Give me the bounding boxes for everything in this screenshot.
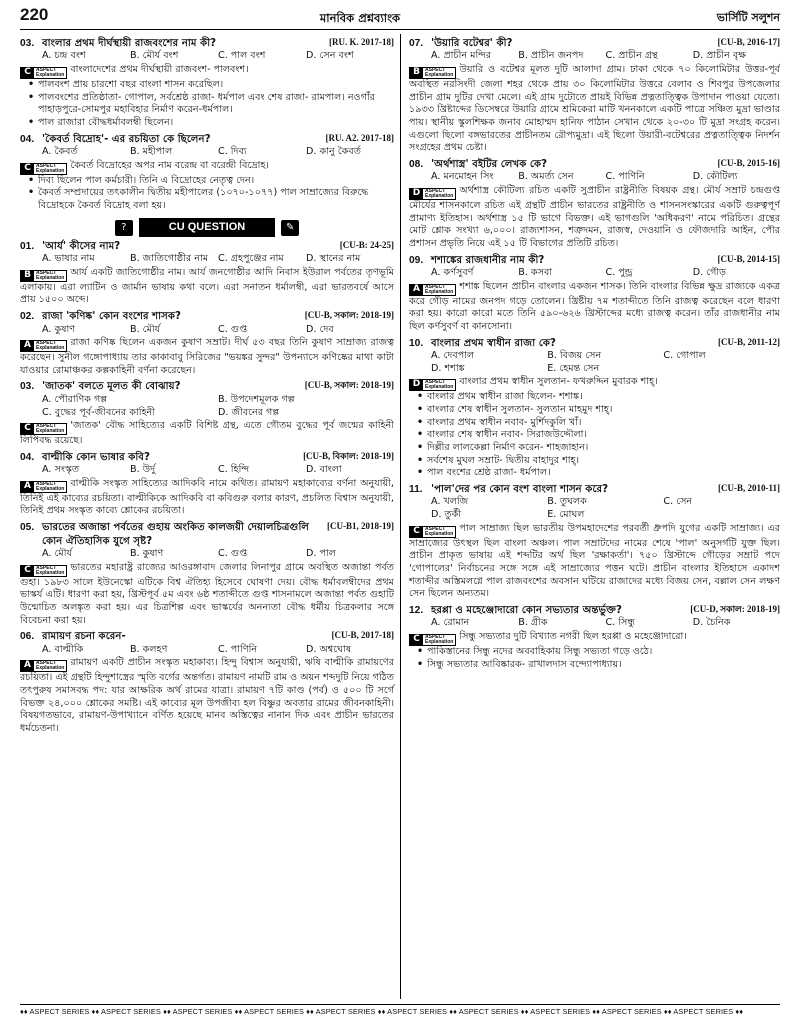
question-text: রামায়ণ রচনা করেন-	[42, 631, 126, 643]
option: C. পুন্ড্র	[605, 267, 633, 279]
section-banner	[20, 219, 394, 237]
option: B. প্রাচীন জনপদ	[518, 50, 584, 62]
badge-word: Explanation	[36, 345, 65, 352]
explanation-text: পাল সাম্রাজ্য ছিল ভারতীয় উপমহাদেশের পরবর্তী ধ্রুপদি যুগের একটি সাম্রাজ্য। এর সাম্রাজ্যের উৎস্থল ছিল বাংলা অঞ্চল। পাল সম্রাটদের নামের শেষে 'পাল' অনুসর্গটি যুক্ত ছিল। প্রাচীন প্রাকৃত ভাষায় এই শব্দটির অর্থ ছিল 'রক্ষাকর্তা'। ৭৫০ খ্রিস্টাব্দে গৌড়ের সম্রাট পদে 'গোপালের' নির্বাচনের সঙ্গে সঙ্গে এই সাম্রাজ্যের পত্তন ঘটে। প্রাচীন বাংলার ইতিহাসে একাদশ শতাব্দীর অস্তিমলগ্নে পাল রাজবংশের অবসান ঘটিয়ে রাজাদের মধ্যে বিজয় সেন, বল্লাল সেন লক্ষণ সেন ছিলেন অন্যতম।	[409, 522, 780, 600]
question-block	[20, 240, 394, 307]
question-text: বাল্মীকি কোন ভাষার কবি?	[42, 451, 150, 463]
option: A. পৌরাণিক গল্প	[42, 393, 108, 405]
question-block	[20, 451, 394, 518]
series-title: ভার্সিটি সলুশন	[716, 11, 780, 25]
answer-letter: C	[21, 424, 34, 434]
question-header	[409, 37, 780, 50]
option: C. দিব্য	[218, 146, 247, 158]
answer-letter: A	[21, 482, 34, 492]
options-row	[409, 496, 780, 521]
option: B. তুঘলক	[547, 496, 587, 508]
question-block	[409, 37, 780, 155]
book-title: মানবিক প্রশ্নব্যাংক	[319, 10, 401, 25]
footer-band: ♦♦ ASPECT SERIES ♦♦ ASPECT SERIES ♦♦ ASPECT SERIES ♦♦ ASPECT SERIES ♦♦ ASPECT SERIES ♦♦ ASPECT SERIES ♦♦ ASPECT SERIES ♦♦ ASPECT SERIES ♦♦ ASPECT SERIES ♦♦ ASPECT SERIES ♦♦	[20, 1004, 780, 1017]
option: C. সেন	[663, 496, 693, 508]
badge-word: ASPECT	[425, 525, 446, 532]
question-icon: ?	[115, 220, 133, 236]
question-reference: [CU-B, 2011-12]	[718, 336, 780, 347]
option: A. কর্ণসুবর্ণ	[431, 267, 474, 279]
question-number: 03.	[20, 38, 35, 49]
answer-badge	[20, 163, 67, 175]
option: D. কানু কৈবর্ত	[306, 146, 361, 158]
content-columns	[20, 34, 780, 999]
option: D. প্রাচীন বৃক্ষ	[692, 50, 746, 62]
options-row	[409, 617, 780, 630]
option: A. ভাষার নাম	[42, 253, 95, 265]
option: A. বাল্মীকি	[42, 643, 84, 655]
question-reference: [CU-B, 2016-17]	[717, 37, 780, 47]
badge-word: ASPECT	[36, 162, 57, 169]
option: A. সংস্কৃত	[42, 464, 80, 476]
question-number: 11.	[409, 483, 423, 495]
option: C. বুদ্ধের পূর্ব-জীবনের কাহিনী	[42, 406, 155, 418]
question-header	[20, 630, 394, 643]
question-number: 10.	[409, 337, 424, 349]
question-number: 05.	[20, 522, 35, 534]
badge-label	[34, 566, 66, 576]
badge-word: Explanation	[36, 485, 65, 492]
badge-word: Explanation	[36, 167, 65, 174]
options-row	[20, 394, 394, 419]
option: D. পাল	[306, 548, 336, 560]
answer-letter: A	[21, 341, 34, 351]
badge-label	[423, 285, 455, 295]
question-reference: [CU-B, সকাল: 2018-19]	[304, 310, 394, 321]
options-row	[20, 253, 394, 266]
option: D. দেব	[306, 323, 334, 335]
explanation	[409, 523, 780, 601]
options-row	[409, 50, 780, 63]
bullet-item: • বাংলার প্রথম স্বাধীন রাজা ছিলেন- শশাঙ্ক।	[417, 391, 780, 404]
answer-badge	[409, 526, 456, 538]
answer-letter: C	[21, 68, 34, 78]
answer-badge	[20, 423, 67, 435]
question-block	[409, 158, 780, 251]
option: D. বাংলা	[306, 464, 342, 476]
badge-word: ASPECT	[425, 67, 446, 74]
explanation-text: ভারতের মহারাষ্ট্র রাজ্যের আওরঙ্গাবাদ জেলার লিনাপুর গ্রামে অবস্থিত অজান্তা পর্বত গুহা। ১৯৮৩ সালে ইউনেস্কো এটিকে বিশ্ব ঐতিহ্য হিসেবে ঘোষণা দেয়। বৌদ্ধ ধর্মাবলম্বীদের প্রথম ভাস্কর্য এটি। ধারণা করা হয়, খ্রিস্টপূর্ব ৫ম এবং ৬ষ্ঠ শতাব্দীতে গুপ্ত শাসনামলে অজান্তা পর্বত গুহাটি উন্মোচিত অলঙ্কৃত করা হয়। এর চিত্রশিল্প এবং ভাস্কর্যের অনন্যতা বৌদ্ধ ধর্মীয় চিত্রকলার সঙ্গে বিবেচনা করা হয়।	[20, 561, 394, 626]
explanation	[20, 420, 394, 448]
answer-letter: B	[21, 271, 34, 281]
option: D. চৈনিক	[692, 617, 731, 629]
option: C. গোপাল	[663, 350, 706, 362]
bullet-item: • পাল রাজারা বৌদ্ধধর্মাবলম্বী ছিলেন।	[28, 117, 394, 130]
badge-word: ASPECT	[425, 634, 446, 640]
option: A. খলজি	[431, 496, 469, 508]
badge-label	[34, 661, 66, 671]
option: C. হিন্দি	[218, 464, 250, 476]
question-block	[20, 310, 394, 377]
option: A. দেবপাল	[431, 350, 475, 362]
question-number: 03.	[20, 381, 35, 393]
bullet-item: • বাংলার শেষ স্বাধীন নবাব- সিরাজউদ্দৌলা।	[417, 429, 780, 442]
answer-badge	[20, 270, 67, 282]
badge-label	[34, 341, 66, 351]
question-text: ভারতের অজান্তা পর্বতের গুহায় অংকিত কালজয়ী দেয়ালচিত্রগুলি কোন ঐতিহাসিক যুগে সৃষ্ট?	[42, 522, 309, 547]
bullet-item: • দিল্লীর লালকেল্লা নির্মাণ করেন- শাহজাহান।	[417, 442, 780, 455]
badge-label	[423, 68, 455, 78]
badge-word: ASPECT	[425, 379, 446, 386]
question-reference: [CU-B, 2015-16]	[717, 157, 780, 168]
explanation-text: সিন্ধু সভ্যতার দুটি বিখ্যাত নগরী ছিল হরপ্পা ও মহেঞ্জোদারো।	[459, 631, 687, 643]
option: C. গ্রহপুঞ্জের নাম	[218, 253, 284, 265]
explanation	[20, 657, 394, 735]
answer-letter: A	[21, 661, 34, 671]
explanation-text: বাংলাদেশের প্রথম দীর্ঘস্থায়ী রাজবংশ- পালবংশ।	[70, 64, 249, 76]
option: E. হেমন্ত সেন	[547, 362, 600, 374]
question-reference: [CU-B, সকাল: 2018-19]	[304, 380, 394, 391]
question-block	[20, 630, 394, 735]
explanation-text: রাজা কণিষ্ক ছিলেন একজন কুষাণ সম্রাট। দীর্ঘ ৫৩ বছর তিনি কুষাণ সাম্রাজ্য রাজত্ব করেছেন। সুনীল গঙ্গোপাধ্যায় তার কাকাবাবু সিরিজের "ভয়ঙ্কর সুন্দর" উপন্যাসে কণিষ্কের মাথা কাটা যাওয়ার রোমাঞ্চকর কল্পকাহিনী বর্ণনা করেছেন।	[20, 337, 394, 376]
option: D. শশাঙ্ক	[431, 362, 465, 374]
explanation	[20, 562, 394, 628]
option: C. সিন্ধু	[605, 617, 635, 629]
option: A. কুষাণ	[42, 323, 76, 335]
question-reference: [CU-D, সকাল: 2018-19]	[690, 603, 780, 614]
question-header	[20, 521, 394, 548]
answer-badge	[20, 340, 67, 352]
page-number: 220	[20, 4, 49, 24]
answer-letter: C	[410, 635, 423, 645]
question-text: 'পাল'দের পর কোন বংশ বাংলা শাসন করে?	[431, 483, 609, 495]
question-text: রাজা 'কণিষ্ক' কোন বংশের শাসক?	[42, 311, 181, 323]
options-row	[409, 350, 780, 375]
badge-word: ASPECT	[425, 283, 446, 290]
options-row	[20, 50, 394, 63]
question-header	[20, 380, 394, 393]
section-title: CU QUESTION	[139, 218, 275, 237]
answer-badge	[20, 481, 67, 493]
question-header	[409, 604, 780, 617]
option: D. কৌটিল্য	[692, 171, 738, 183]
option: C. পাণিনি	[605, 171, 645, 183]
answer-letter: A	[410, 285, 423, 295]
left-column	[20, 34, 400, 999]
option: B. মৌর্য	[130, 323, 161, 335]
question-text: হরপ্পা ও মহেঞ্জোদারো কোন সভ্যতার অন্তর্ভুক্ত?	[431, 604, 622, 616]
question-text: বাংলার প্রথম স্বাধীন রাজা কে?	[431, 337, 556, 349]
bullet-item: • সিন্ধু সভ্যতার আবিষ্কারক- রাখালদাস বন্দ্যোপাধ্যায়।	[417, 659, 780, 672]
question-reference: [CU-B, 2010-11]	[718, 482, 780, 493]
option: D. গৌড়	[692, 267, 727, 279]
question-reference: [CU-B, 2014-15]	[717, 253, 780, 264]
book-icon: ✎	[281, 220, 299, 236]
question-block	[20, 133, 394, 213]
option: B. উপদেশমূলক গল্প	[218, 393, 295, 405]
explanation	[20, 64, 394, 79]
badge-word: Explanation	[36, 72, 65, 79]
question-block	[409, 483, 780, 601]
answer-badge	[20, 565, 67, 577]
option: D. তুর্কী	[431, 509, 462, 521]
question-reference: [RU. K. 2017-18]	[329, 37, 394, 47]
option: C. পাণিনি	[218, 643, 258, 655]
badge-word: Explanation	[36, 274, 65, 281]
explanation	[409, 64, 780, 155]
question-block	[409, 337, 780, 480]
answer-letter: C	[21, 164, 34, 174]
bullet-item: • বাংলার প্রথম স্বাধীন নবাব- মুর্শিদকুলি খাঁ।	[417, 417, 780, 430]
explanation	[409, 185, 780, 251]
option: C. গুপ্ত	[218, 323, 248, 335]
option: B. উর্দু	[130, 464, 156, 476]
bullet-item: • পালবংশ প্রায় চারশো বছর বাংলা শাসন করেছিল।	[28, 79, 394, 92]
question-reference: [CU-B: 24-25]	[339, 239, 394, 250]
options-row	[409, 171, 780, 184]
explanation	[20, 337, 394, 377]
bullet-list	[409, 646, 780, 671]
question-block	[409, 254, 780, 334]
question-text: 'উয়ারি বটেশ্বর' কী?	[431, 38, 513, 49]
page-header	[20, 6, 780, 30]
explanation-text: বাল্মীকি সংস্কৃত সাহিত্যের আদিকবি নামে কথিত। রামায়ণ মহাকাব্যের বর্ণনা অনুযায়ী, তিনিই এই কাব্যের রচয়িতা। বাল্মীকিকে আদিকবি বা কবিগুরু বলার কারণ, প্রচলিত বিশ্বাস অনুযায়ী, তিনিই প্রথম সংস্কৃত কাব্যে শ্লোকের রচয়িতা।	[20, 477, 394, 517]
answer-letter: B	[410, 68, 423, 78]
question-header	[20, 451, 394, 464]
option: B. কলহণ	[130, 643, 168, 655]
bullet-item: • কৈবর্ত সম্প্রদায়ের তৎকালীন দ্বিতীয় মহীপালের (১০৭০-১০৭৭) পাল সাম্রাজ্যের বিরুদ্ধে বিদ্রোহকে কৈবর্ত বিদ্রোহ বলা হয়।	[28, 187, 394, 212]
badge-word: Explanation	[425, 72, 454, 79]
badge-word: Explanation	[425, 193, 454, 200]
option: A. মৌর্য	[42, 548, 72, 560]
explanation-text: আর্য একটি জাতিগোষ্ঠীর নাম। আর্য জনগোষ্ঠীর আদি নিবাস ইউরাল পর্বতের তৃণভূমি এলাকায়। এরা ল্যাটিন ও জার্মান ভাষায় কথা বলে। এরা সনাতন ধর্মালম্বী, এরা ভারতবর্ষে আসে প্রায় ১৫০০ অব্দে।	[20, 266, 394, 306]
question-reference: [CU-B, বিকাল: 2018-19]	[303, 450, 394, 461]
options-row	[20, 548, 394, 561]
question-block	[409, 604, 780, 671]
question-number: 12.	[409, 604, 424, 616]
answer-badge	[409, 67, 456, 79]
answer-badge	[409, 188, 456, 200]
question-header	[409, 483, 780, 496]
option: B. অমর্ত্য সেন	[518, 171, 574, 183]
answer-badge	[20, 660, 67, 672]
answer-letter: D	[410, 380, 423, 390]
question-block	[20, 380, 394, 447]
badge-label	[423, 635, 455, 645]
answer-letter: C	[410, 527, 423, 537]
badge-word: Explanation	[425, 639, 454, 645]
option: D. অশ্বঘোষ	[306, 643, 352, 655]
answer-badge	[409, 379, 456, 391]
badge-word: ASPECT	[36, 269, 57, 276]
question-reference: [CU-B, 2017-18]	[331, 630, 394, 641]
bullet-item: • পাকিস্তানের সিন্ধু নদের অববাহিকায় সিন্ধু সভ্যতা গড়ে ওঠে।	[417, 646, 780, 659]
explanation-text: শশাঙ্ক ছিলেন প্রাচীন বাংলার একজন শাসক। তিনি বাংলার বিভিন্ন ক্ষুদ্র রাজ্যকে একত্র করে গৌড় নামের জনপদ গড়ে তোলেন। খ্রিষ্টীয় ৭ম শতাব্দীতে তিনি রাজত্ব করেছেন বলে ধারণা করা হয়। কারো কারো মতে তিনি ৫৯০-৬২৬ খ্রিস্টাব্দের মধ্যে রাজত্ব করেন। তাঁর রাজধানীর নাম ছিল কর্ণসুবর্ণ বা কানসোনা।	[409, 280, 780, 333]
question-text: 'অর্থশাস্ত্র' বইটির লেখক কে?	[431, 158, 548, 170]
badge-word: Explanation	[36, 428, 65, 435]
question-number: 07.	[409, 38, 424, 49]
bullet-item: • বাংলার শেষ স্বাধীন সুলতান- সুলতান মাহমুদ শাহ্‌।	[417, 404, 780, 417]
question-header	[409, 158, 780, 171]
question-reference: [CU-B1, 2018-19]	[327, 521, 394, 532]
badge-word: Explanation	[425, 530, 454, 537]
option: D. জীবনের গল্প	[218, 406, 280, 418]
question-header	[20, 133, 394, 146]
bullet-list	[20, 175, 394, 213]
option: B. জাতিগোষ্ঠীর নাম	[130, 253, 209, 265]
option: E. মোঘল	[547, 509, 585, 521]
option: A. মনমোহন সিং	[431, 171, 494, 183]
option: C. প্রাচীন গ্রন্থ	[605, 50, 658, 62]
explanation	[409, 631, 780, 646]
badge-label	[423, 189, 455, 199]
badge-word: ASPECT	[36, 564, 57, 571]
options-row	[20, 644, 394, 657]
badge-label	[423, 527, 455, 537]
option: D. সেন বংশ	[306, 50, 354, 62]
explanation	[409, 281, 780, 334]
explanation-text: 'জাতক' বৌদ্ধ সাহিত্যের একটি বিশিষ্ট গ্রন্থ, এতে গৌতম বুদ্ধের পূর্ব জন্মের কাহিনী লিপিবদ্ধ রয়েছে।	[20, 420, 394, 447]
question-text: 'জাতক' বলতে মূলত কী বোঝায়?	[42, 381, 181, 393]
badge-label	[423, 380, 455, 390]
question-header	[409, 254, 780, 267]
badge-label	[34, 424, 66, 434]
badge-word: ASPECT	[36, 340, 57, 347]
question-block	[20, 521, 394, 627]
question-number: 08.	[409, 158, 424, 170]
explanation	[20, 267, 394, 307]
option: B. বিজয় সেন	[547, 350, 602, 362]
badge-word: ASPECT	[425, 188, 446, 195]
bullet-item: • দিব্য ছিলেন পাল কর্মচারী। তিনি এ বিদ্রোহের নেতৃত্ব দেন।	[28, 175, 394, 188]
options-row	[20, 464, 394, 477]
option: A. চন্দ্র বংশ	[42, 50, 86, 62]
option: B. গ্রীক	[518, 617, 548, 629]
badge-word: ASPECT	[36, 423, 57, 430]
badge-label	[34, 482, 66, 492]
explanation	[409, 376, 780, 391]
question-block	[20, 37, 394, 130]
bullet-item: • পালবংশের প্রতিষ্ঠাতা- গোপাল, সর্বশ্রেষ্ঠ রাজা- ধর্মপাল এবং শেষ রাজা- রামপাল। নওগাঁর পাহাড়পুরে-সোমপুর মহাবিহার নির্মাণ করেন-ধর্মপাল।	[28, 92, 394, 117]
question-header	[409, 337, 780, 350]
badge-word: Explanation	[36, 569, 65, 576]
question-text: বাংলার প্রথম দীর্ঘস্থায়ী রাজবংশের নাম কী?	[42, 38, 217, 49]
bullet-item: • সর্বশেষ মুঘল সম্রাট- দ্বিতীয় বাহাদুর শাহ্‌।	[417, 455, 780, 468]
badge-word: Explanation	[425, 384, 454, 391]
option: B. কুষাণ	[130, 548, 164, 560]
question-header	[20, 37, 394, 50]
bullet-list	[20, 79, 394, 130]
badge-word: Explanation	[425, 288, 454, 295]
question-text: 'কৈবর্ত বিদ্রোহ'- এর রচয়িতা কে ছিলেন?	[42, 133, 211, 145]
bullet-list	[409, 391, 780, 480]
answer-badge	[409, 284, 456, 296]
options-row	[409, 267, 780, 280]
badge-word: ASPECT	[36, 660, 57, 667]
option: B. মহীপাল	[130, 146, 173, 158]
explanation-text: রামায়ণ একটি প্রাচীন সংস্কৃত মহাকাব্য। হিন্দু বিশ্বাস অনুযায়ী, ঋষি বাল্মীকি রামায়ণের রচয়িতা। এই গ্রন্থটি হিন্দুশাস্ত্রের স্মৃতি বর্গের অন্তর্গত। রামায়ণ নামটি রাম ও অয়ন শব্দদুটি নিয়ে গঠিত তৎপুরুষ সমাসবদ্ধ পদ: যার আক্ষরিক অর্থ রামের যাত্রা। রামায়ণ ৭টি কাণ্ড (পর্ব) ও ৫০০ টি সর্গে বিভক্ত ২৪,০০০ শ্লোকের সমষ্টি। এই কাব্যের মূল উপজীব্য হল বিষ্ণুর অবতার রামের জীবনকাহিনী। বিষয়গতভাবে, রামায়ণ-উপাখ্যানে বর্ণিত হয়েছে মানব অস্তিত্বের নানান দিক এবং প্রাচীন ভারতের ধর্মচেতনা।	[20, 657, 394, 734]
question-text: 'আর্য' কীসের নাম?	[42, 240, 121, 252]
badge-label	[34, 68, 66, 78]
explanation-text: বাংলার প্রথম স্বাধীন সুলতান- ফখরুদ্দিন মুবারক শাহ্‌।	[459, 376, 658, 388]
explanation-text: অর্থশাস্ত্র কৌটিল্য রচিত একটি সুপ্রাচীন রাষ্ট্রনীতি বিষয়ক গ্রন্থ। মৌর্য সম্রাট চন্দ্রগুপ্ত মৌর্যের শাসনকালে রচিত এই গ্রন্থটি প্রাচীন ভারতের রাষ্ট্রনীতি ও শাসনসংস্কারের একটি গুরুত্বপূর্ণ প্রামাণ্য ইতিহাস। অর্থশাস্ত্র ১৫ টি ভাগে বিভক্ত। এই ভাগগুলি 'অধিকরণ' নামে পরিচিত। গ্রন্থের মোট শ্লোক সংখ্যা ৬,০০০। রাজ্যশাসন, শত্রুদমন, রাজস্ব, দেওয়ানি ও ফৌজদারি আইন, পৌর প্রশাসন প্রভৃতি নিয়ে এই ১৫ টি বিভাগের প্রতিটি রচিত।	[409, 185, 780, 249]
option: A. রোমান	[431, 617, 470, 629]
right-column	[400, 34, 780, 999]
question-number: 01.	[20, 240, 35, 252]
option: C. গুপ্ত	[218, 548, 248, 560]
options-row	[20, 146, 394, 159]
option: B. মৌর্য বংশ	[130, 50, 179, 62]
answer-letter: C	[21, 566, 34, 576]
badge-label	[34, 271, 66, 281]
explanation-text: উয়ারি ও বটেশ্বর মূলত দুটি আলাদা গ্রাম। ঢাকা থেকে ৭০ কিলোমিটার উত্তর-পূর্ব অবস্থিত নরসিংদী জেলা শহর থেকে প্রায় ৩০ কিলোমিটার উত্তরে বেলাব ও শিবপুর উপজেলার প্রাচীন গ্রাম দুটির দেখা মেলে। এই গ্রাম দুটোতে প্রায়ই বিভিন্ন প্রত্নতাত্ত্বিক উপাদান পাওয়া যেতো। ১৯৩৩ খ্রিষ্টাব্দের ডিসেম্বরে উয়ারি গ্রামে শ্রমিকেরা মাটি খননকালে একটি পাত্রে সঞ্চিত মুদ্রা ভাণ্ডার পায়। স্থানীয় স্কুলশিক্ষক জনাব মোহাম্মদ হানিফ পাঠান সেখান থেকে ২০-৩০ টি মুদ্রা সংগ্রহ করেন। এগুলো ছিলো বঙ্গভারতের প্রাচীনতম রৌপ্যমুদ্রা। এই ছিলো উয়ারী-বটেশ্বরের প্রত্নতাত্ত্বিক নিদর্শন সংগ্রহের প্রথম চেষ্টা।	[409, 64, 780, 154]
question-header	[20, 310, 394, 323]
question-text: শশাঙ্কের রাজধানীর নাম কী?	[431, 254, 545, 266]
badge-word: ASPECT	[36, 480, 57, 487]
answer-badge	[20, 67, 67, 79]
option: A. প্রাচীন মন্দির	[431, 50, 492, 62]
answer-badge	[409, 634, 456, 646]
badge-label	[34, 164, 66, 174]
question-number: 06.	[20, 631, 35, 643]
badge-word: ASPECT	[36, 67, 57, 74]
bullet-item: • পাল বংশের শ্রেষ্ঠ রাজা- ধর্মপাল।	[417, 467, 780, 480]
answer-letter: D	[410, 189, 423, 199]
question-number: 09.	[409, 254, 424, 266]
option: D. স্থানের নাম	[306, 253, 361, 265]
question-header	[20, 240, 394, 253]
question-number: 04.	[20, 133, 35, 145]
explanation	[20, 478, 394, 518]
options-row	[20, 324, 394, 337]
question-reference: [RU. A2. 2017-18]	[325, 132, 394, 143]
question-number: 02.	[20, 311, 35, 323]
explanation-text: কৈবর্ত বিদ্রোহের অপর নাম বরেন্দ্র বা বরেন্দ্রী বিদ্রোহ।	[70, 159, 269, 171]
option: C. পাল বংশ	[218, 50, 266, 62]
option: A. কৈবর্ত	[42, 146, 78, 158]
explanation	[20, 160, 394, 175]
option: B. কসবা	[518, 267, 553, 279]
badge-word: Explanation	[36, 665, 65, 672]
question-number: 04.	[20, 451, 35, 463]
